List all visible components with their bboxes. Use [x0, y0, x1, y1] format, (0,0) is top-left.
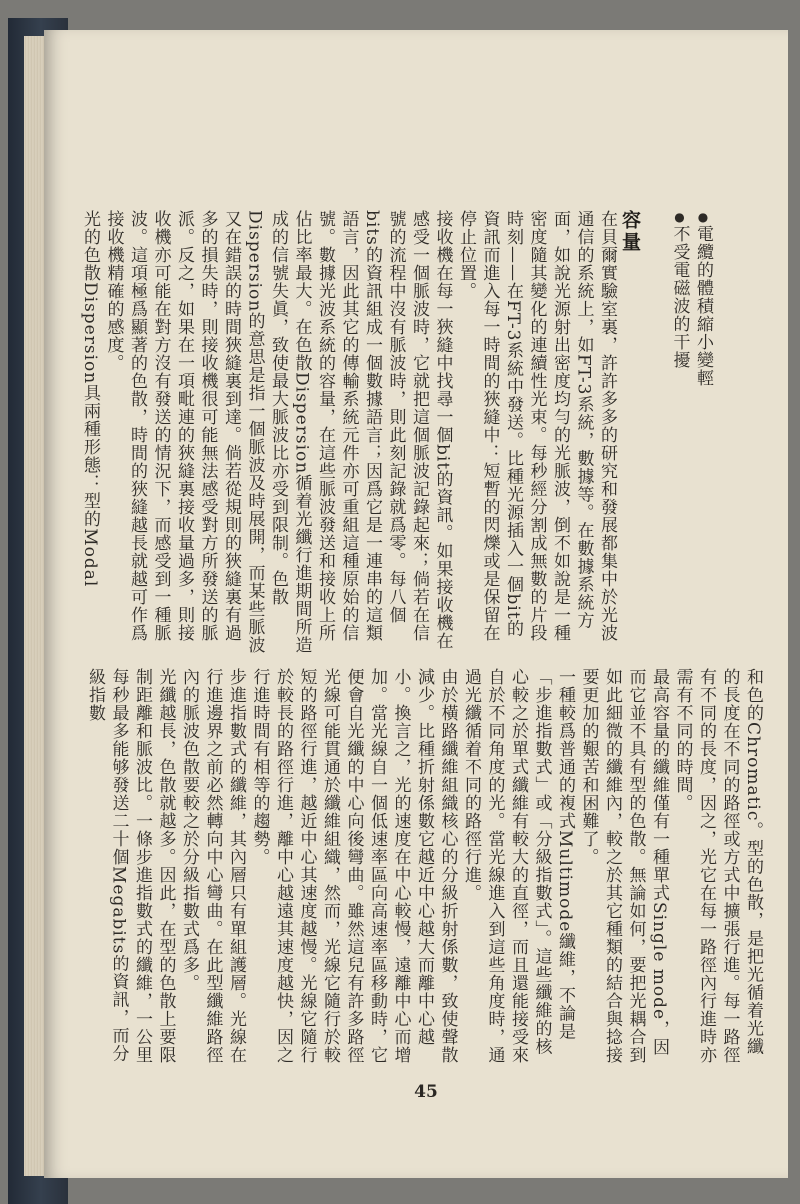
bullet-dot-icon: ● [672, 210, 687, 225]
bottom-text-block: 和色的Chromatic。型的色散，是把光循着光纖的長度在不同的路徑或方式中擴張行進。每一路徑有不同的長度，因之，光它在每一路徑內行進時亦需有不同的時間。 最高容量的纖維僅有一種單式Single mode，因而它並不具有型的色散。無論如何，要把光耦合到如此細微的纖維內，較之於其它種類的結合與捻接要更加的艱苦和困難了。 一種較爲普通的複式Multimode纖維，不論是「步進指數式」或「分級指數式」。這些纖維的核心較之於單式纖維有較大的直徑，而且還能接受來自於不同角度的光。當光線進入到這些角度時，通過光纖循着不同的路徑行進。 由於橫路纖維組織核心的分級折射係數，致使聲散減少。比種折射係數它越近中心越大而離中心越小。換言之，光的速度在中心較慢，遠離中心而增加。當光線自一個低速率區向高速率區移動時，它便會自光纖的中心向後彎曲。雖然這兒有許多路徑光線可能貫通於纖維組織，然而，光線它隨行於較短的路徑行進，越近中心其速度越慢。光線它隨行於較長的路徑行進，離中心越遠其速度越快，因之行進時間有相等的趨勢。 步進指數式的纖維，其內層只有單組護層。光線在行進邊界之前必然轉向中心彎曲。在此型纖維路徑內的脈波色散要較之於分級指數式爲多。 光纖越長，色散就越多。因此，在型的色散上要限制距離和脈波比。一條步進指數式的纖維，一公里每秒最多能够發送二十個Megabits的資訊，而分級指數 [85, 668, 763, 1064]
bullet-item-1: ●電纜的體積縮小變輕 [693, 210, 713, 387]
bullet-dot-icon: ● [696, 210, 710, 225]
bullet-item-2: ●不受電磁波的干擾 [669, 210, 690, 369]
section-heading: 容量 [619, 210, 641, 254]
top-text-block: 在貝爾實驗室裏，許許多多的研究和發展都集中於光波通信的系統上，如FT-3系統，數據等。在數據系統方面，如說光源射出密度均勻的光脈波，倒不如說是一種密度隨其變化的連續性光束。每秒經分割成無數的片段時刻——在FT-3系統中發送。比種光源插入一個bit的資訊而進入每一時間的狹縫中：短暫的閃爍或是保留在停止位置。 接收機在每一狹縫中找尋一個bit的資訊。如果接收機在感受一個脈波時，它就把這個脈波記錄起來；倘若在信號的流程中沒有脈波時，則此刻記錄就爲零。每八個bits的資訊組成一個數據語言；因爲它是一連串的這類語言，因此其它的傳輸系統元件亦可重組這種原始的信號。數據光波系統的容量，在這些脈波發送和接收上所佔比率最大。在色散Dispersion循着光纖行進期間所造成的信號失眞，致使最大脈波比亦受到限制。色散Dispersion的意思是指一個脈波及時展開，而某些脈波又在錯誤的時間狹縫裏到達。倘若從規則的狹縫裏有過多的損失時，則接收機很可能無法感受對方所發送的脈派。反之，如果在一項毗連的狹縫裏接收量過多，則接收機亦可能在對方沒有發送的情況下，而感受到一種脈波。這項極爲顯著的色散，時間的狹縫越長就越可作爲接收機精確的感度。 光的色散Dispersion具兩種形態：型的Modal [80, 210, 617, 655]
book-page [44, 30, 788, 1178]
page-number: 45 [414, 1082, 438, 1102]
bullet-list [654, 210, 714, 510]
